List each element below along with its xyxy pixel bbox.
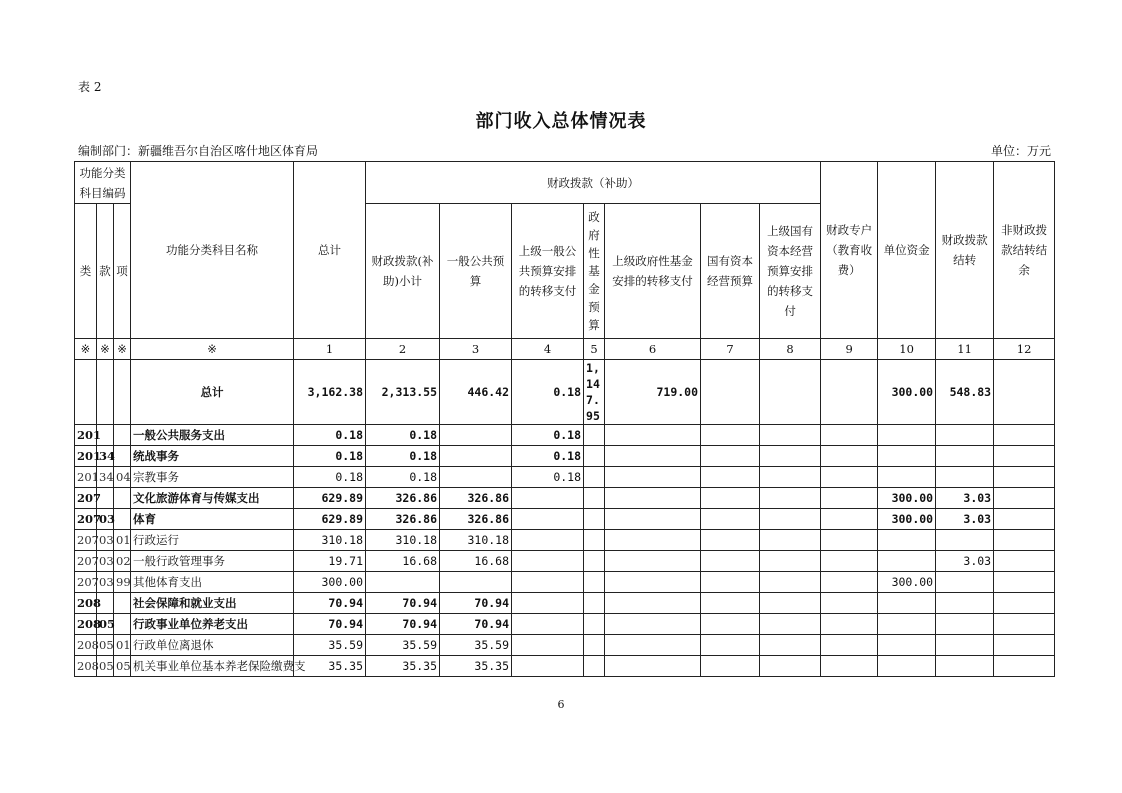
value-cell (760, 551, 821, 572)
name-cell: 一般公共服务支出 (131, 425, 294, 446)
value-cell: 326.86 (366, 488, 440, 509)
value-cell (605, 467, 701, 488)
value-cell: 300.00 (878, 360, 936, 425)
table-row (75, 614, 1055, 635)
lei-cell: 207 (75, 572, 97, 593)
value-cell (605, 635, 701, 656)
value-cell (878, 446, 936, 467)
value-cell (936, 572, 994, 593)
value-cell: 0.18 (366, 467, 440, 488)
value-cell (584, 614, 605, 635)
caizheng-group-header: 财政拨款（补助） (366, 162, 821, 204)
kuan-cell: 03 (97, 530, 114, 551)
value-cell: 35.35 (294, 656, 366, 677)
lei-cell: 207 (75, 488, 97, 509)
xiang-cell: 99 (114, 572, 131, 593)
xiang-cell (114, 488, 131, 509)
value-cell: 326.86 (440, 509, 512, 530)
value-cell: 326.86 (366, 509, 440, 530)
col-6-header: 国有资本经营预算 (701, 204, 760, 339)
value-cell: 0.18 (294, 425, 366, 446)
table-row (75, 488, 1055, 509)
value-cell (701, 572, 760, 593)
name-cell: 宗教事务 (131, 467, 294, 488)
value-cell (701, 360, 760, 425)
value-cell: 35.35 (440, 656, 512, 677)
xiang-header: 项 (114, 204, 131, 339)
index-cell: 1 (294, 339, 366, 360)
index-cell: 8 (760, 339, 821, 360)
value-cell (605, 656, 701, 677)
value-cell (760, 360, 821, 425)
value-cell: 629.89 (294, 488, 366, 509)
value-cell (994, 425, 1055, 446)
value-cell (512, 614, 584, 635)
table-row (75, 593, 1055, 614)
value-cell (760, 446, 821, 467)
name-cell: 一般行政管理事务 (131, 551, 294, 572)
value-cell (701, 635, 760, 656)
value-cell: 310.18 (294, 530, 366, 551)
value-cell (994, 446, 1055, 467)
index-cell: ※ (114, 339, 131, 360)
value-cell (605, 572, 701, 593)
value-cell (760, 425, 821, 446)
func-name-header: 功能分类科目名称 (131, 162, 294, 339)
table-row (75, 446, 1055, 467)
value-cell: 0.18 (366, 446, 440, 467)
value-cell: 16.68 (440, 551, 512, 572)
value-cell (994, 656, 1055, 677)
index-cell: 12 (994, 339, 1055, 360)
lei-header: 类 (75, 204, 97, 339)
value-cell (512, 530, 584, 551)
value-cell (760, 656, 821, 677)
value-cell: 3,162.38 (294, 360, 366, 425)
xiang-cell: 01 (114, 530, 131, 551)
value-cell (994, 488, 1055, 509)
name-cell: 行政单位离退休 (131, 635, 294, 656)
value-cell (878, 593, 936, 614)
value-cell: 300.00 (878, 488, 936, 509)
name-cell: 文化旅游体育与传媒支出 (131, 488, 294, 509)
value-cell: 70.94 (294, 614, 366, 635)
value-cell (584, 425, 605, 446)
value-cell (936, 614, 994, 635)
kuan-cell: 05 (97, 656, 114, 677)
col-2-header: 一般公共预算 (440, 204, 512, 339)
value-cell (821, 425, 878, 446)
value-cell (605, 425, 701, 446)
col-1-header: 财政拨款(补助)小计 (366, 204, 440, 339)
value-cell (821, 360, 878, 425)
xiang-cell: 01 (114, 635, 131, 656)
code-cell (114, 360, 131, 425)
value-cell (878, 467, 936, 488)
lei-cell: 207 (75, 530, 97, 551)
value-cell (701, 530, 760, 551)
value-cell (760, 488, 821, 509)
xiang-cell: 02 (114, 551, 131, 572)
value-cell (701, 488, 760, 509)
table-row (75, 656, 1055, 677)
value-cell: 16.68 (366, 551, 440, 572)
kuan-header: 款 (97, 204, 114, 339)
index-cell: 10 (878, 339, 936, 360)
index-cell: ※ (97, 339, 114, 360)
value-cell (994, 572, 1055, 593)
value-cell (605, 614, 701, 635)
value-cell: 35.35 (366, 656, 440, 677)
table-label: 表 2 (78, 80, 102, 94)
value-cell (440, 446, 512, 467)
kuan-cell: 03 (97, 509, 114, 530)
lei-cell: 207 (75, 509, 97, 530)
name-cell: 行政运行 (131, 530, 294, 551)
value-cell (701, 614, 760, 635)
kuan-cell: 03 (97, 551, 114, 572)
code-cell (97, 360, 114, 425)
value-cell (821, 593, 878, 614)
value-cell (512, 635, 584, 656)
code-cell (75, 360, 97, 425)
value-cell (936, 467, 994, 488)
total-name-cell: 总计 (131, 360, 294, 425)
name-cell: 体育 (131, 509, 294, 530)
value-cell (512, 509, 584, 530)
value-cell (760, 572, 821, 593)
xiang-cell (114, 593, 131, 614)
value-cell: 1,147.95 (584, 360, 605, 425)
value-cell: 326.86 (440, 488, 512, 509)
xiang-cell (114, 509, 131, 530)
value-cell (440, 467, 512, 488)
xiang-cell (114, 425, 131, 446)
value-cell (584, 509, 605, 530)
value-cell (994, 593, 1055, 614)
index-cell: 4 (512, 339, 584, 360)
value-cell: 19.71 (294, 551, 366, 572)
value-cell (701, 425, 760, 446)
index-cell: 3 (440, 339, 512, 360)
table-row (75, 530, 1055, 551)
value-cell (605, 488, 701, 509)
page-title: 部门收入总体情况表 (475, 111, 647, 132)
lei-cell: 208 (75, 635, 97, 656)
value-cell: 719.00 (605, 360, 701, 425)
value-cell (584, 488, 605, 509)
table-row (75, 572, 1055, 593)
value-cell (821, 530, 878, 551)
value-cell (512, 488, 584, 509)
table-row (75, 467, 1055, 488)
col-7-header: 上级国有资本经营预算安排的转移支付 (760, 204, 821, 339)
index-cell: 11 (936, 339, 994, 360)
value-cell: 3.03 (936, 488, 994, 509)
func-code-header: 功能分类科目编码 (75, 162, 131, 204)
col-9-header: 单位资金 (878, 162, 936, 339)
value-cell: 0.18 (294, 467, 366, 488)
value-cell (512, 656, 584, 677)
value-cell: 70.94 (294, 593, 366, 614)
value-cell (821, 467, 878, 488)
value-cell (584, 572, 605, 593)
xiang-cell: 04 (114, 467, 131, 488)
value-cell (878, 551, 936, 572)
value-cell (760, 509, 821, 530)
page-number: 6 (557, 698, 565, 711)
value-cell (994, 360, 1055, 425)
value-cell (584, 656, 605, 677)
index-cell: ※ (131, 339, 294, 360)
value-cell: 70.94 (366, 593, 440, 614)
value-cell: 629.89 (294, 509, 366, 530)
col-4-header: 政府性基金预算 (584, 204, 605, 339)
value-cell (760, 635, 821, 656)
table-row (75, 509, 1055, 530)
value-cell (584, 467, 605, 488)
value-cell (936, 446, 994, 467)
lei-cell: 201 (75, 446, 97, 467)
kuan-cell: 05 (97, 614, 114, 635)
total-header: 总计 (294, 162, 366, 339)
value-cell: 310.18 (366, 530, 440, 551)
value-cell (701, 593, 760, 614)
kuan-cell: 34 (97, 467, 114, 488)
value-cell: 70.94 (366, 614, 440, 635)
value-cell: 35.59 (294, 635, 366, 656)
value-cell (878, 614, 936, 635)
value-cell (878, 530, 936, 551)
lei-cell: 207 (75, 551, 97, 572)
value-cell (821, 572, 878, 593)
index-cell: 7 (701, 339, 760, 360)
value-cell (994, 530, 1055, 551)
income-table (74, 161, 1055, 677)
lei-cell: 208 (75, 656, 97, 677)
value-cell: 35.59 (440, 635, 512, 656)
lei-cell: 201 (75, 467, 97, 488)
value-cell (760, 467, 821, 488)
value-cell: 0.18 (512, 425, 584, 446)
value-cell (512, 551, 584, 572)
name-cell: 行政事业单位养老支出 (131, 614, 294, 635)
value-cell (936, 530, 994, 551)
value-cell (701, 551, 760, 572)
value-cell: 446.42 (440, 360, 512, 425)
value-cell (584, 635, 605, 656)
table-row (75, 635, 1055, 656)
value-cell (994, 509, 1055, 530)
kuan-cell: 34 (97, 446, 114, 467)
value-cell: 310.18 (440, 530, 512, 551)
index-cell: 5 (584, 339, 605, 360)
xiang-cell (114, 446, 131, 467)
value-cell (366, 572, 440, 593)
value-cell (936, 656, 994, 677)
value-cell (760, 530, 821, 551)
value-cell: 70.94 (440, 593, 512, 614)
value-cell: 3.03 (936, 509, 994, 530)
value-cell (878, 656, 936, 677)
name-cell: 社会保障和就业支出 (131, 593, 294, 614)
value-cell (821, 614, 878, 635)
value-cell: 70.94 (440, 614, 512, 635)
value-cell (994, 551, 1055, 572)
value-cell (584, 593, 605, 614)
value-cell (821, 551, 878, 572)
value-cell: 0.18 (512, 446, 584, 467)
unit-label: 单位：万元 (991, 144, 1052, 158)
value-cell: 300.00 (878, 509, 936, 530)
value-cell (760, 593, 821, 614)
value-cell (821, 446, 878, 467)
index-row (75, 339, 1055, 360)
col-11-header: 非财政拨款结转结余 (994, 162, 1055, 339)
value-cell (936, 425, 994, 446)
value-cell: 300.00 (294, 572, 366, 593)
value-cell (512, 593, 584, 614)
table-row (75, 425, 1055, 446)
lei-cell: 208 (75, 593, 97, 614)
value-cell (701, 656, 760, 677)
value-cell: 2,313.55 (366, 360, 440, 425)
value-cell (605, 530, 701, 551)
col-8-header: 财政专户（教育收费） (821, 162, 878, 339)
value-cell (701, 467, 760, 488)
table-row (75, 551, 1055, 572)
name-cell: 统战事务 (131, 446, 294, 467)
col-10-header: 财政拨款结转 (936, 162, 994, 339)
value-cell (994, 467, 1055, 488)
value-cell (605, 551, 701, 572)
value-cell (878, 425, 936, 446)
col-3-header: 上级一般公共预算安排的转移支付 (512, 204, 584, 339)
index-cell: ※ (75, 339, 97, 360)
value-cell (605, 593, 701, 614)
value-cell (440, 572, 512, 593)
value-cell (605, 509, 701, 530)
value-cell (605, 446, 701, 467)
value-cell: 300.00 (878, 572, 936, 593)
value-cell (584, 551, 605, 572)
value-cell (760, 614, 821, 635)
value-cell: 548.83 (936, 360, 994, 425)
department-label: 编制部门：新疆维吾尔自治区喀什地区体育局 (78, 144, 319, 158)
xiang-cell: 05 (114, 656, 131, 677)
total-row (75, 360, 1055, 425)
value-cell (994, 635, 1055, 656)
value-cell (701, 446, 760, 467)
value-cell (821, 509, 878, 530)
value-cell (936, 635, 994, 656)
value-cell (701, 509, 760, 530)
value-cell (936, 593, 994, 614)
col-5-header: 上级政府性基金安排的转移支付 (605, 204, 701, 339)
value-cell: 3.03 (936, 551, 994, 572)
value-cell (821, 656, 878, 677)
lei-cell: 201 (75, 425, 97, 446)
value-cell (440, 425, 512, 446)
value-cell (821, 488, 878, 509)
index-cell: 6 (605, 339, 701, 360)
value-cell (584, 446, 605, 467)
xiang-cell (114, 614, 131, 635)
value-cell (994, 614, 1055, 635)
value-cell (512, 572, 584, 593)
value-cell (584, 530, 605, 551)
value-cell: 0.18 (512, 467, 584, 488)
value-cell: 0.18 (294, 446, 366, 467)
lei-cell: 208 (75, 614, 97, 635)
kuan-cell: 05 (97, 635, 114, 656)
index-cell: 2 (366, 339, 440, 360)
index-cell: 9 (821, 339, 878, 360)
value-cell: 0.18 (366, 425, 440, 446)
value-cell (878, 635, 936, 656)
name-cell: 其他体育支出 (131, 572, 294, 593)
kuan-cell: 03 (97, 572, 114, 593)
value-cell (821, 635, 878, 656)
name-cell: 机关事业单位基本养老保险缴费支 (131, 656, 294, 677)
value-cell: 0.18 (512, 360, 584, 425)
value-cell: 35.59 (366, 635, 440, 656)
